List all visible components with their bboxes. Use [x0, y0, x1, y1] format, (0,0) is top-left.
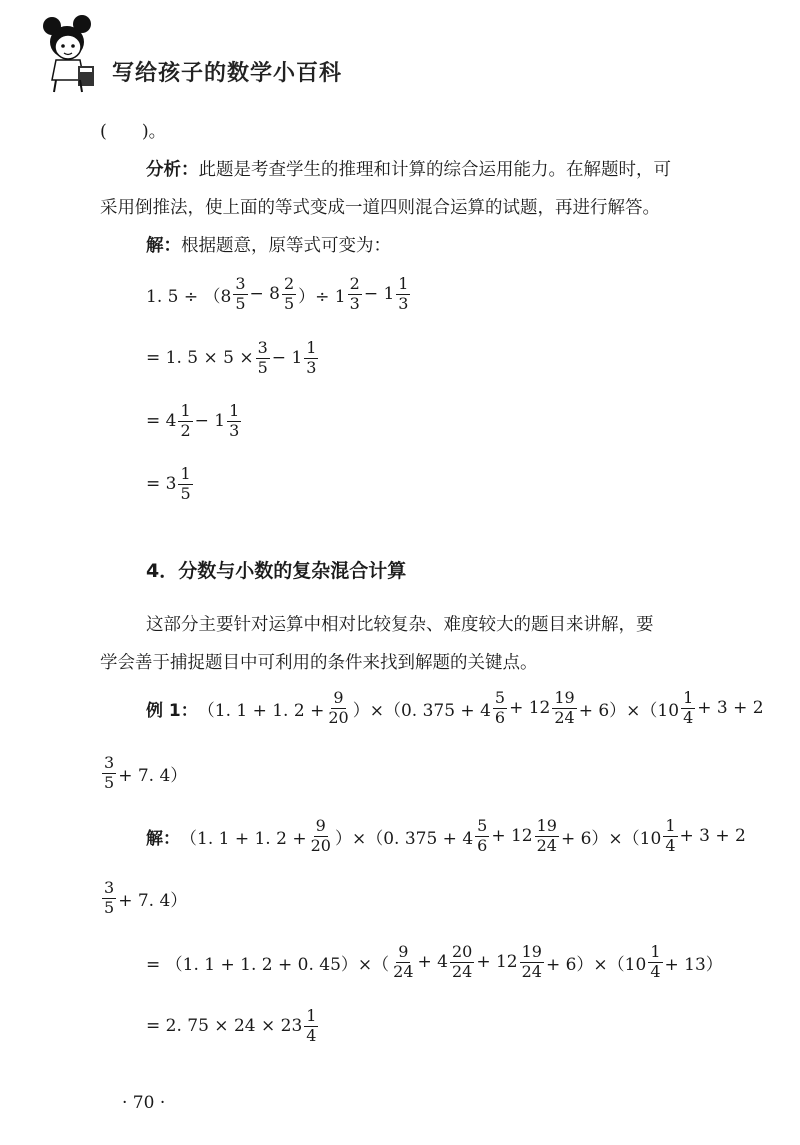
fraction: $\frac{1}{4}$ — [665, 816, 676, 855]
fraction: $\frac{19}{24}$ — [554, 688, 575, 727]
analysis-paragraph — [146, 162, 671, 180]
fraction: $\frac{1}{2}$ — [180, 401, 191, 440]
fraction: $\frac{1}{4}$ — [683, 688, 694, 727]
equation-1: 1. 5 ÷ （8 $\frac{3}{5}$ − 8 $\frac{2}{5}$ ）÷ 1 $\frac{2}{3}$ − 1 $\frac{1}{3}$ — [146, 274, 409, 313]
solution-2-label: 解： — [146, 828, 180, 849]
section-title: 4．分数与小数的复杂混合计算 — [146, 560, 407, 582]
analysis-line-2: 采用倒推法，使上面的等式变成一道四则混合运算的试题，再进行解答。 — [100, 198, 660, 218]
intro-line-1: 这部分主要针对运算中相对比较复杂、难度较大的题目来讲解，要 — [146, 615, 654, 635]
solution-2-step-2: = 2. 75 × 24 × 23 $\frac{1}{4}$ — [146, 1006, 317, 1045]
example-1-continued: $\frac{3}{5}$ + 7. 4） — [104, 753, 188, 792]
fraction: $\frac{3}{5}$ — [235, 274, 246, 313]
fraction: $\frac{1}{4}$ — [306, 1006, 317, 1045]
fraction: $\frac{2}{3}$ — [349, 274, 360, 313]
equation-4: = 3 $\frac{1}{5}$ — [146, 464, 191, 503]
page-header — [38, 14, 758, 104]
page-number: · 70 · — [122, 1093, 166, 1113]
fraction: $\frac{1}{3}$ — [398, 274, 409, 313]
fraction: $\frac{1}{5}$ — [180, 464, 191, 503]
fraction: $\frac{1}{3}$ — [306, 338, 317, 377]
fraction: $\frac{20}{24}$ — [451, 942, 473, 981]
fraction: $\frac{1}{4}$ — [650, 942, 661, 981]
fraction: $\frac{5}{6}$ — [494, 688, 506, 727]
solution-2-continued: $\frac{3}{5}$ + 7. 4） — [104, 878, 188, 917]
fraction: $\frac{9}{20}$ — [328, 688, 349, 727]
fraction: $\frac{2}{5}$ — [283, 274, 295, 313]
equation-2: = 1. 5 × 5 × $\frac{3}{5}$ − 1 $\frac{1}{3}$ — [146, 338, 317, 377]
answer-blank: ( )。 — [100, 122, 167, 142]
fraction: $\frac{3}{5}$ — [104, 878, 115, 917]
fraction: $\frac{19}{24}$ — [536, 816, 557, 855]
example-1: 例 1： （1. 1 + 1. 2 + $\frac{9}{20}$ ）×（0. 375 + 4 $\frac{5}{6}$ + 12 $\frac{19}{24}$ + 6）×（10 $\frac{1}{4}$ + 3 + 2 — [146, 688, 764, 727]
intro-line-2: 学会善于捕捉题目中可利用的条件来找到解题的关键点。 — [100, 653, 538, 673]
solution-2: 解： （1. 1 + 1. 2 + $\frac{9}{20}$ ）×（0. 375 + 4 $\frac{5}{6}$ + 12 $\frac{19}{24}$ + 6）×（10 $\frac{1}{4}$ + 3 + 2 — [146, 816, 746, 855]
fraction: $\frac{3}{5}$ — [257, 338, 268, 377]
solution-1-intro: 解：根据题意，原等式可变为： — [146, 236, 391, 256]
fraction: $\frac{3}{5}$ — [104, 753, 115, 792]
solution-2-step-1: = （1. 1 + 1. 2 + 0. 45）×（ $\frac{9}{24}$ + 4 $\frac{20}{24}$ + 12 $\frac{19}{24}$ + 6）×（10 $\frac{1}{4}$ + 13） — [146, 942, 723, 981]
solution-1-label: 解： — [146, 236, 181, 256]
fraction: $\frac{9}{24}$ — [393, 942, 414, 981]
fraction: $\frac{5}{6}$ — [477, 816, 488, 855]
analysis-label: 分析： — [146, 160, 199, 180]
fraction: $\frac{1}{3}$ — [229, 401, 240, 440]
example-1-label: 例 1： — [146, 700, 198, 721]
girl-mascot-icon — [38, 14, 102, 94]
fraction: $\frac{19}{24}$ — [521, 942, 542, 981]
fraction: $\frac{9}{20}$ — [310, 816, 331, 855]
equation-3: = 4 $\frac{1}{2}$ − 1 $\frac{1}{3}$ — [146, 401, 240, 440]
analysis-line-1: 此题是考查学生的推理和计算的综合运用能力。在解题时，可 — [198, 160, 671, 180]
book-title: 写给孩子的数学小百科 — [112, 61, 343, 86]
